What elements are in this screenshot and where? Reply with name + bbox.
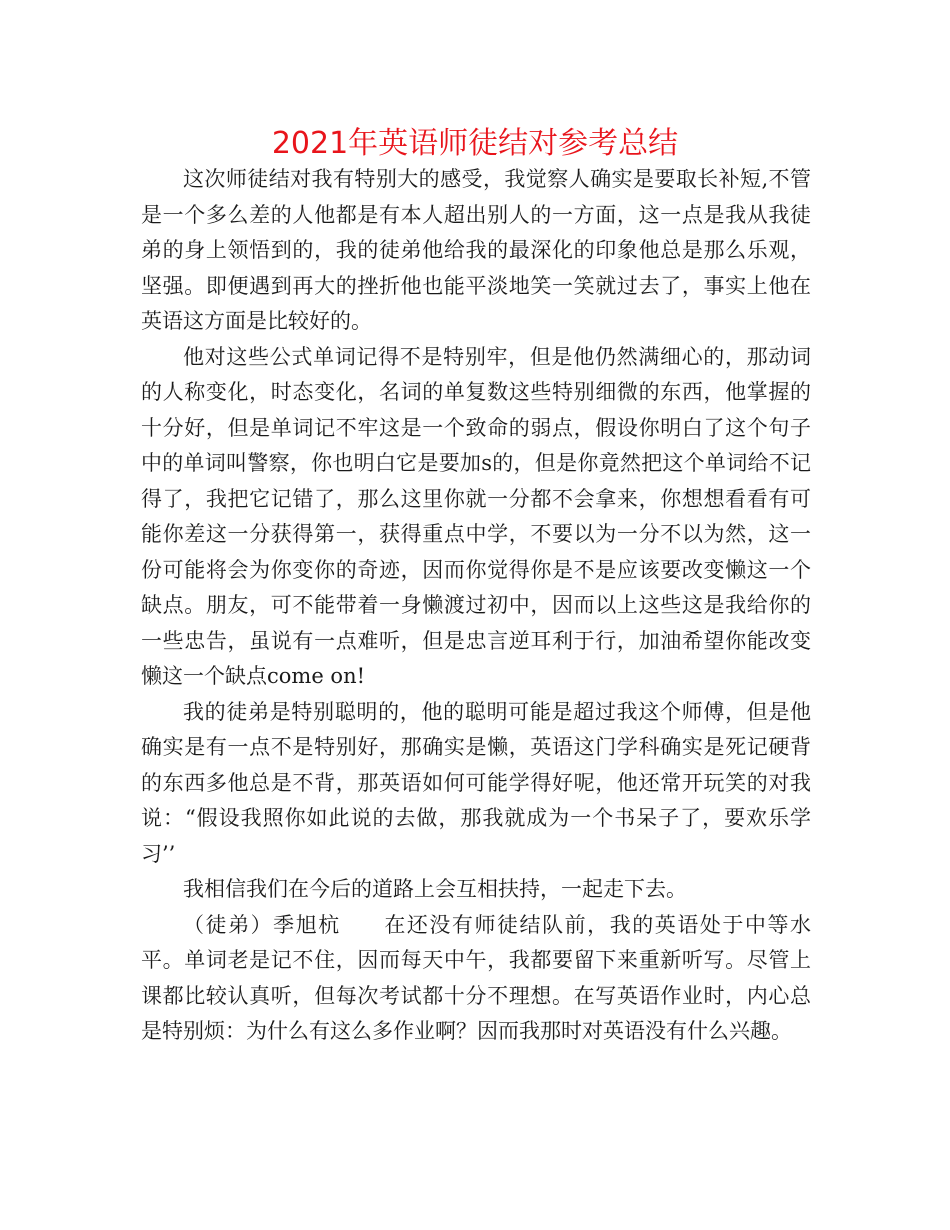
paragraph-1: 这次师徒结对我有特别大的感受，我觉察人确实是要取长补短,不管是一个多么差的人他都是有本人超出别人的一方面，这一点是我从我徒弟的身上领悟到的，我的徒弟他给我的最深化的印象他总是那么乐观，坚强。即便遇到再大的挫折他也能平淡地笑一笑就过去了，事实上他在英语这方面是比较好的。 [141,167,811,333]
paragraph-5 [141,908,811,1050]
document-title: 2021年英语师徒结对参考总结 [271,126,679,161]
paragraph-2: 他对这些公式单词记得不是特别牢，但是他仍然满细心的，那动词的人称变化，时态变化，名词的单复数这些特别细微的东西，他掌握的十分好，但是单词记不牢这是一个致命的弱点，假设你明白了这个句子中的单词叫警察，你也明白它是要加s的，但是你竟然把这个单词给不记得了，我把它记错了，那么这里你就一分都不会拿来，你想想看看有可能你差这一分获得第一，获得重点中学，不要以为一分不以为然，这一份可能将会为你变你的奇迹，因而你觉得你是不是应该要改变懒这一个缺点。朋友，可不能带着一身懒渡过初中，因而以上这些这是我给你的一些忠告，虽说有一点难听，但是忠言逆耳利于行，加油希望你能改变懒这一个缺点come on! [141,344,811,688]
apprentice-label: （徒弟）季旭杭 [183,912,341,937]
paragraph-4: 我相信我们在今后的道路上会互相扶持，一起走下去。 [183,877,687,901]
apprentice-text: 在还没有师徒结队前，我的英语处于中等水平。单词老是记不住，因而每天中午，我都要留下来重新听写。尽管上课都比较认真听，但每次考试都十分不理想。在写英语作业时，内心总是特别烦：为什么有这么多作业啊？因而我那时对英语没有什么兴趣。 [141,912,812,1043]
paragraph-3: 我的徒弟是特别聪明的，他的聪明可能是超过我这个师傅，但是他确实是有一点不是特别好，那确实是懒，英语这门学科确实是死记硬背的东西多他总是不背，那英语如何可能学得好呢，他还常开玩笑的对我说：“假设我照你如此说的去做，那我就成为一个书呆子了，要欢乐学习’’ [141,699,811,866]
document-body [141,162,811,1050]
